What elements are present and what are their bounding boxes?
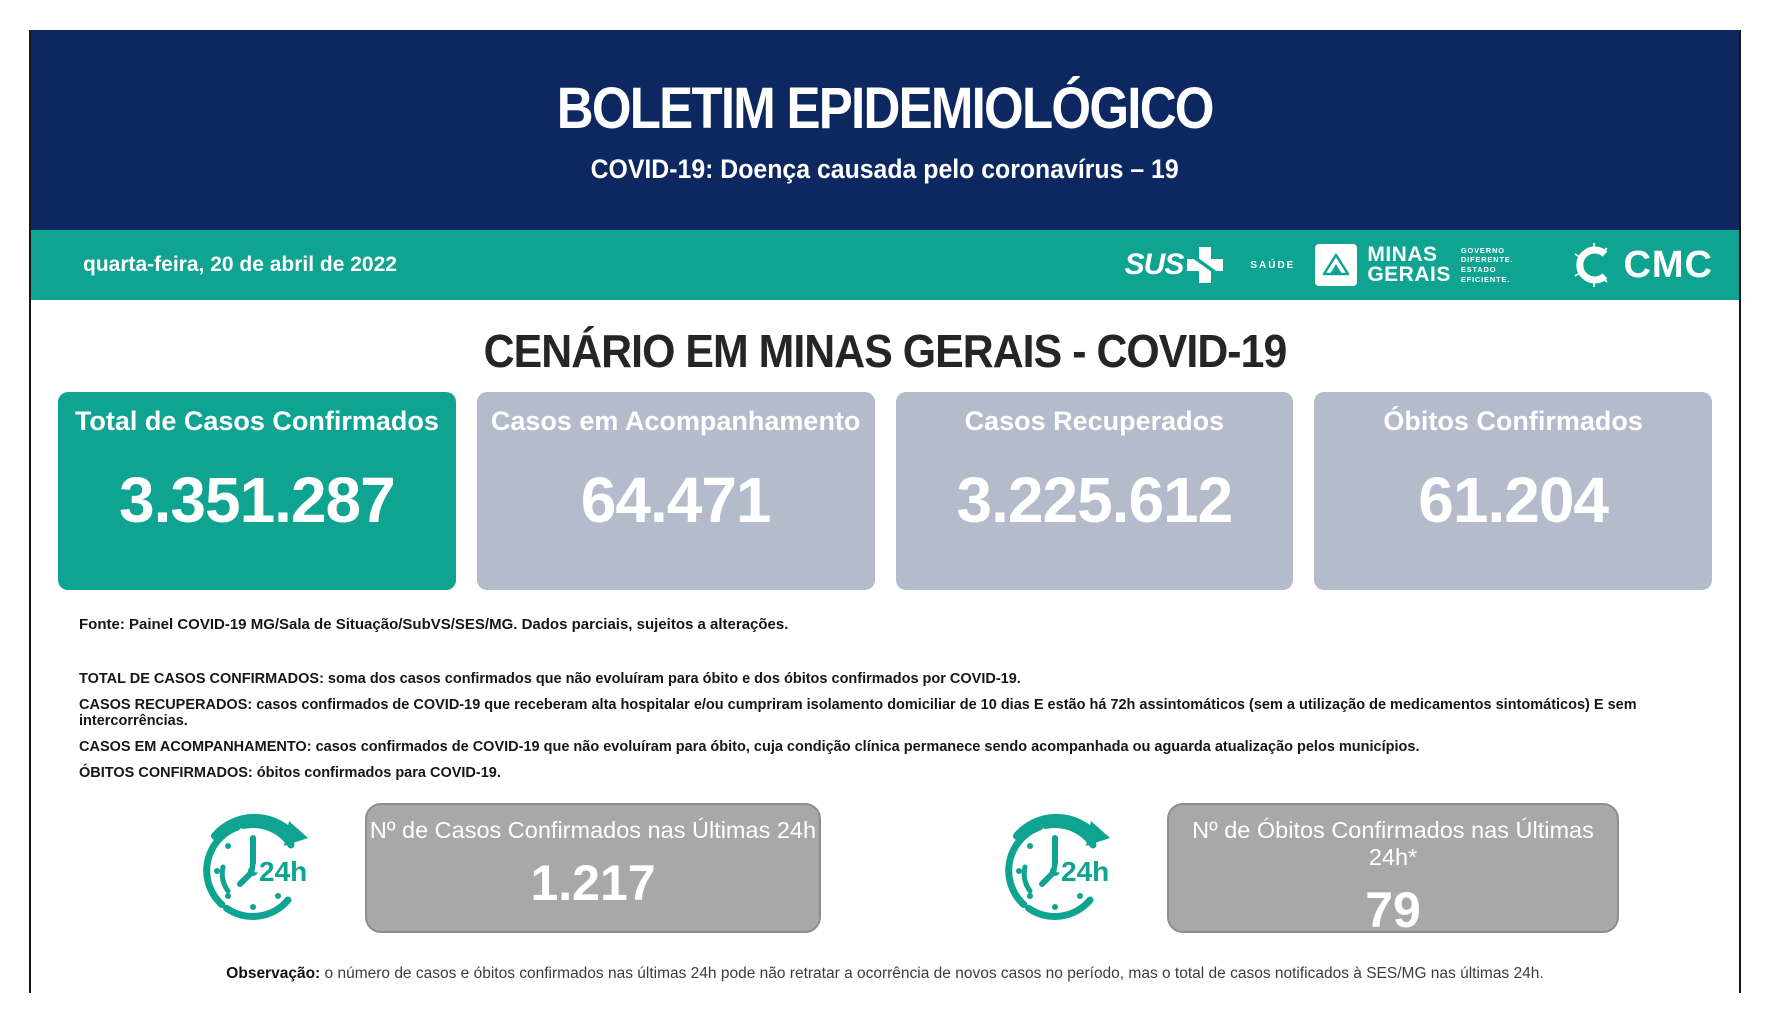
bulletin-subtitle: COVID-19: Doença causada pelo coronavírus – 19 <box>590 154 1180 184</box>
source-note: Fonte: Painel COVID-19 MG/Sala de Situação/SubVS/SES/MG. Dados parciais, sujeitos a alterações. <box>79 616 789 633</box>
clock-24h-icon <box>195 805 321 931</box>
date-bar <box>31 230 1739 300</box>
definitions-block <box>79 671 1739 781</box>
stat-card-label: Casos em Acompanhamento <box>490 406 861 436</box>
clock-24h-label: 24h <box>259 856 308 887</box>
cases-24h-box <box>365 803 821 933</box>
minas-gerais-logo <box>1315 244 1513 286</box>
deaths-24h-label: Nº de Óbitos Confirmados nas Últimas 24h* <box>1192 817 1594 870</box>
definition-line: TOTAL DE CASOS CONFIRMADOS: soma dos casos confirmados que não evoluíram para óbito e dos óbitos confirmados por COVID-19. <box>79 671 1021 687</box>
stat-card-label: Óbitos Confirmados <box>1383 406 1643 436</box>
date-text: quarta-feira, 20 de abril de 2022 <box>83 253 397 276</box>
definition-line: CASOS RECUPERADOS: casos confirmados de COVID-19 que receberam alta hospitalar e/ou cumpriram isolamento domiciliar de 10 dias E estão há 72h assintomáticos (sem a utilização de medicamentos sintomáticos) E sem intercorrências. <box>79 697 1637 729</box>
deaths-24h-box <box>1167 803 1619 938</box>
saude-label: SAÚDE <box>1250 259 1296 271</box>
mg-logo-tagline <box>1461 246 1514 285</box>
cases-24h-value: 1.217 <box>530 855 656 911</box>
stat-card-label: Total de Casos Confirmados <box>74 406 439 436</box>
stat-cards-row <box>31 392 1739 590</box>
mg-triangle-icon <box>1315 244 1357 286</box>
stat-card-value: 3.351.287 <box>119 464 395 536</box>
mg-tagline-line: DIFERENTE. <box>1460 255 1514 265</box>
cmc-logo <box>1571 242 1713 288</box>
stat-card-value: 64.471 <box>580 464 771 536</box>
mg-tagline-line: GOVERNO <box>1460 245 1505 255</box>
bulletin-title: BOLETIM EPIDEMIOLÓGICO <box>556 76 1214 141</box>
deaths-24h-value: 79 <box>1365 882 1421 938</box>
stat-card-value: 3.225.612 <box>956 464 1233 536</box>
stat-card-recuperados <box>896 392 1294 590</box>
mg-name-line2: GERAIS <box>1367 263 1451 286</box>
cmc-wheel-icon <box>1571 242 1617 288</box>
definition-line: ÓBITOS CONFIRMADOS: óbitos confirmados para COVID-19. <box>79 765 501 781</box>
stat-card-value: 61.204 <box>1418 464 1608 536</box>
page-frame <box>29 30 1741 993</box>
sus-cross-icon <box>1186 246 1224 284</box>
mg-tagline-line: ESTADO <box>1460 265 1497 274</box>
mg-name-line1: MINAS <box>1367 243 1438 267</box>
header-banner <box>31 30 1739 230</box>
observation-text: o número de casos e óbitos confirmados nas últimas 24h pode não retratar a ocorrência de novos casos no período, mas o total de casos notificados à SES/MG nas últimas 24h. <box>320 965 1544 982</box>
definition-line: CASOS EM ACOMPANHAMENTO: casos confirmados de COVID-19 que não evoluíram para óbito, cuja condição clínica permanece sendo acompanhada ou aguarda atualização pelos municípios. <box>79 739 1420 755</box>
clock-24h-label: 24h <box>1061 856 1110 887</box>
main-content <box>31 300 1739 983</box>
mg-tagline-line: EFICIENTE. <box>1460 274 1511 284</box>
section-title: CENÁRIO EM MINAS GERAIS - COVID-19 <box>483 325 1287 377</box>
sus-logo <box>1125 246 1225 284</box>
stat-card-label: Casos Recuperados <box>964 406 1225 436</box>
stat-card-obitos <box>1314 392 1712 590</box>
cmc-logo-text: CMC <box>1623 243 1713 286</box>
observation-note <box>31 965 1739 983</box>
clock-24h-icon <box>997 805 1123 931</box>
stat-card-acompanhamento <box>477 392 875 590</box>
stat-card-total-confirmados <box>58 392 456 590</box>
logo-row <box>1125 242 1713 288</box>
observation-lead: Observação: <box>226 965 321 982</box>
sus-logo-text: SUS <box>1124 248 1184 281</box>
cases-24h-label: Nº de Casos Confirmados nas Últimas 24h <box>369 817 817 843</box>
last-24h-row <box>31 803 1739 938</box>
mg-logo-name <box>1367 245 1451 285</box>
